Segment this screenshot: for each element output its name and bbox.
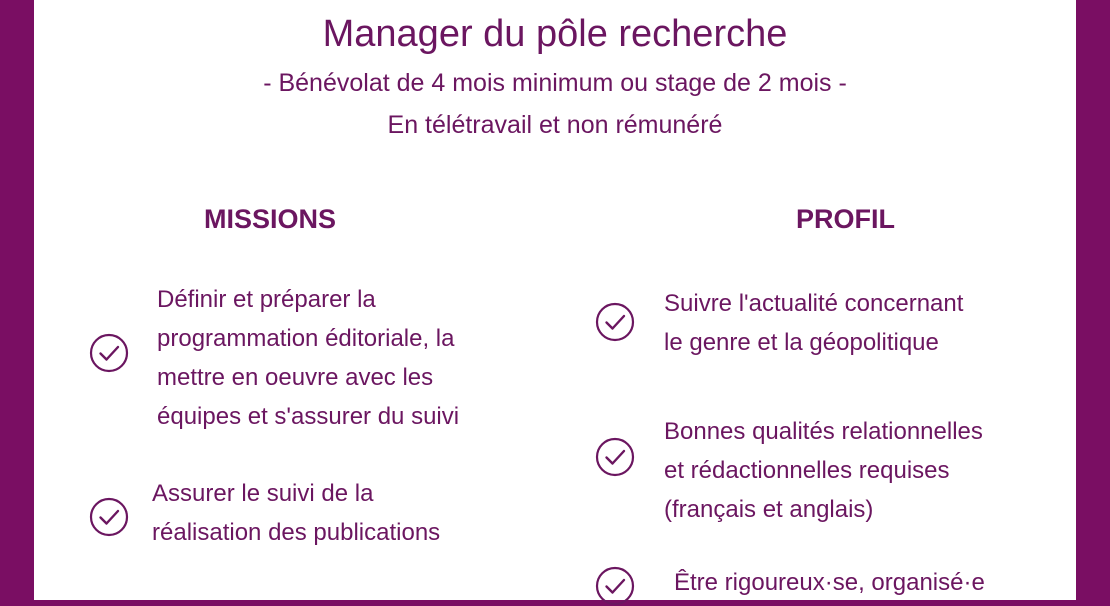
check-circle-icon	[595, 566, 635, 606]
check-circle-icon	[89, 497, 129, 537]
check-circle-icon	[595, 302, 635, 342]
profil-heading: PROFIL	[796, 204, 895, 234]
check-circle-icon	[89, 333, 129, 373]
subtitle-conditions: En télétravail et non rémunéré	[387, 111, 723, 139]
page-title: Manager du pôle recherche	[322, 13, 788, 55]
mission-item-editorial: Définir et préparer la programmation éditoriale, la mettre en oeuvre avec les équipes et s'assurer du suivi	[157, 286, 460, 430]
profil-item-actualite: Suivre l'actualité concernant le genre et la géopolitique	[664, 290, 964, 356]
subtitle-duration: - Bénévolat de 4 mois minimum ou stage de 2 mois -	[263, 69, 847, 97]
profil-item-rigueur: Être rigoureux·se, organisé·e	[674, 569, 985, 596]
profil-item-qualites: Bonnes qualités relationnelles et rédactionnelles requises (français et anglais)	[664, 418, 983, 523]
missions-heading: MISSIONS	[204, 204, 337, 234]
mission-item-publications: Assurer le suivi de la réalisation des publications	[152, 480, 441, 546]
check-circle-icon	[595, 437, 635, 477]
